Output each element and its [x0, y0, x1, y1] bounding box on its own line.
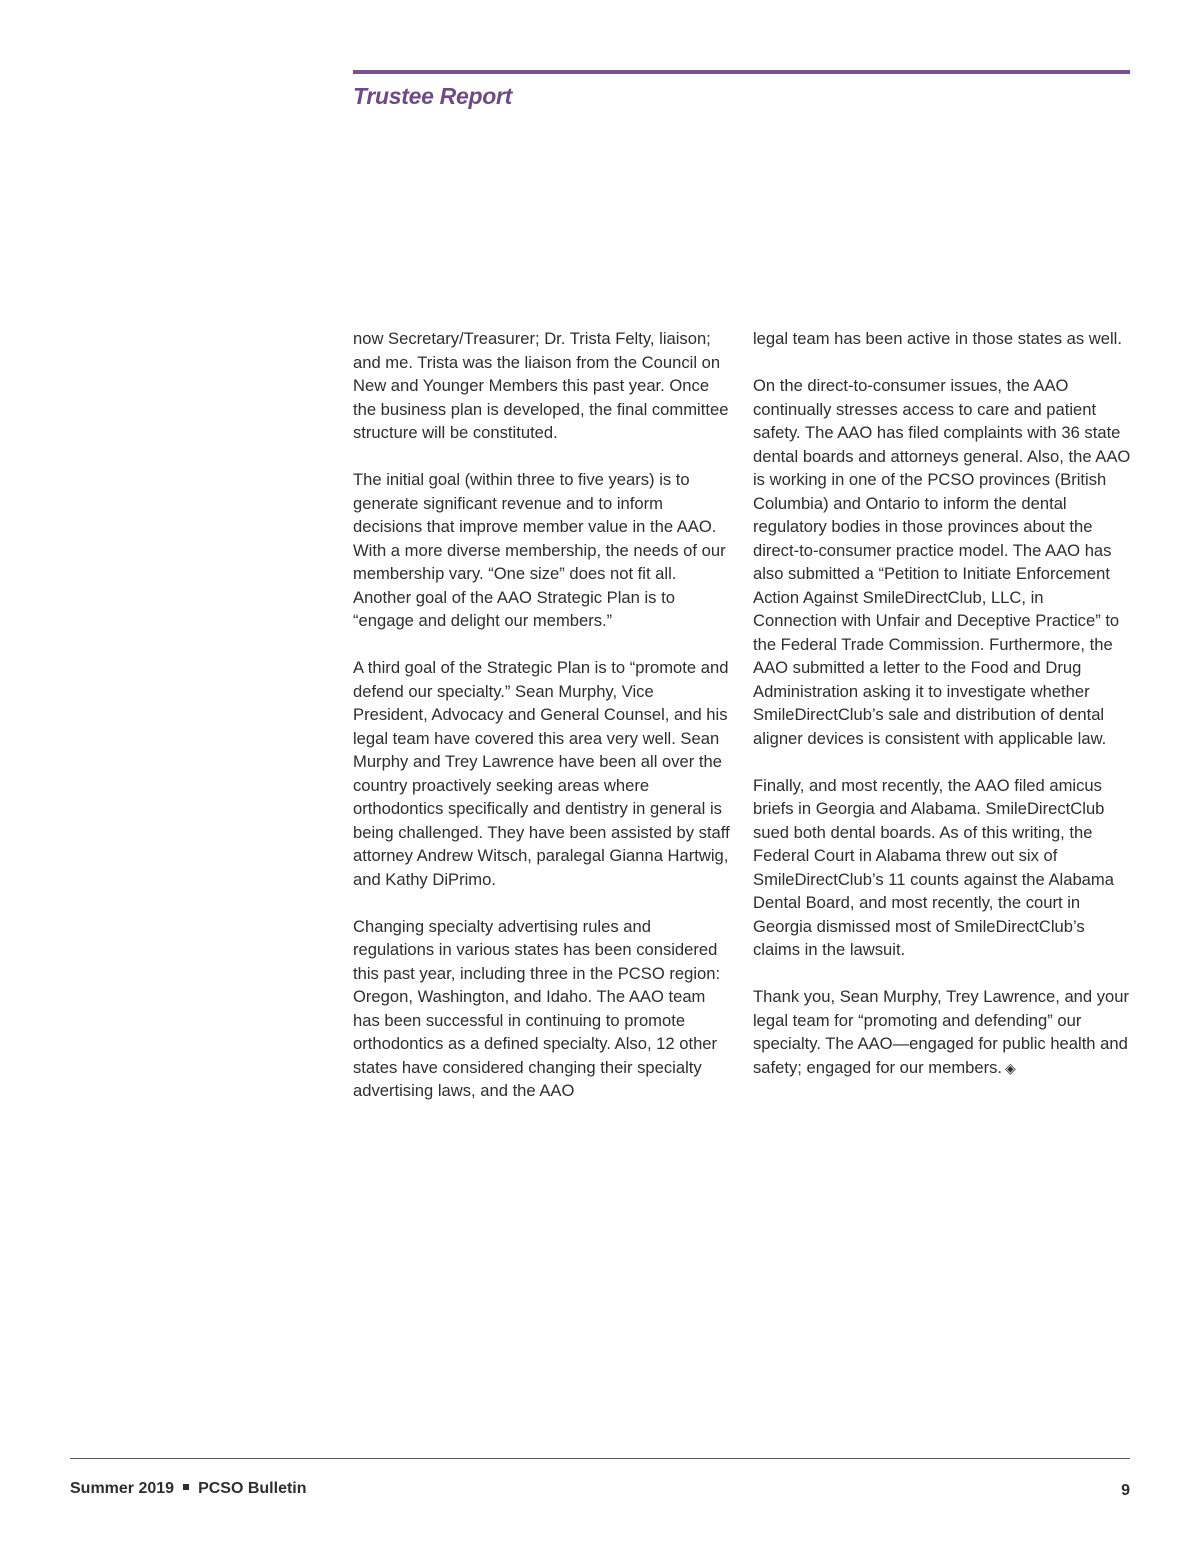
square-bullet-icon — [183, 1484, 189, 1490]
paragraph: now Secretary/Treasurer; Dr. Trista Felty, liaison; and me. Trista was the liaison from the Council on New and Younger Members this past year. Once the business plan is developed, the final committee structure will be constituted. — [353, 329, 729, 442]
footer-publication: PCSO Bulletin — [198, 1480, 307, 1497]
article-column-right — [753, 327, 1131, 1080]
footer-issue: Summer 2019 — [70, 1480, 175, 1497]
paragraph: On the direct-to-consumer issues, the AAO continually stresses access to care and patient safety. The AAO has filed complaints with 36 state dental boards and attorneys general. Also, the AAO is working in one of the PCSO provinces (British Columbia) and Ontario to inform the dental regulatory bodies in those provinces about the direct-to-consumer practice model. The AAO has also submitted a “Petition to Initiate Enforcement Action Against SmileDirectClub, LLC, in Connection with Unfair and Deceptive Practice” to the Federal Trade Commission. Furthermore, the AAO submitted a letter to the Food and Drug Administration asking it to investigate whether SmileDirectClub’s sale and distribution of dental aligner devices is consistent with applicable law. — [753, 376, 1131, 748]
paragraph: Changing specialty advertising rules and regulations in various states has been considered this past year, including three in the PCSO region: Oregon, Washington, and Idaho. The AAO team has been successful in continuing to promote orthodontics as a defined specialty. Also, 12 other states have considered changing their specialty advertising laws, and the AAO — [353, 916, 721, 1100]
paragraph: A third goal of the Strategic Plan is to “promote and defend our specialty.” Sean Murphy, Vice President, Advocacy and General Counsel, and his legal team have covered this area very well. Sean Murphy and Trey Lawrence have been all over the country proactively seeking areas where orthodontics specifically and dentistry in general is being challenged. They have been assisted by staff attorney Andrew Witsch, paralegal Gianna Hartwig, and Kathy DiPrimo. — [353, 658, 730, 889]
section-title: Trustee Report — [353, 83, 512, 109]
end-of-article-diamond-icon: ◈ — [1005, 1059, 1016, 1076]
header-rule — [353, 70, 1130, 74]
paragraph: Finally, and most recently, the AAO filed amicus briefs in Georgia and Alabama. SmileDirectClub sued both dental boards. As of this writing, the Federal Court in Alabama threw out six of SmileDirectClub’s 11 counts against the Alabama Dental Board, and most recently, the court in Georgia dismissed most of SmileDirectClub’s claims in the lawsuit. — [753, 775, 1114, 959]
paragraph: legal team has been active in those states as well. — [753, 329, 1122, 348]
footer-issue-line — [70, 1480, 307, 1498]
closing-paragraph — [753, 985, 1131, 1080]
closing-text: Thank you, Sean Murphy, Trey Lawrence, and your legal team for “promoting and defending” our specialty. The AAO—engaged for public health and safety; engaged for our members. — [753, 987, 1130, 1077]
article-column-left — [353, 327, 731, 1103]
page-number: 9 — [1121, 1482, 1130, 1499]
paragraph: The initial goal (within three to five years) is to generate significant revenue and to inform decisions that improve member value in the AAO. With a more diverse membership, the needs of our membership vary. “One size” does not fit all. Another goal of the AAO Strategic Plan is to “engage and delight our members.” — [353, 470, 726, 630]
footer-rule — [70, 1458, 1130, 1459]
